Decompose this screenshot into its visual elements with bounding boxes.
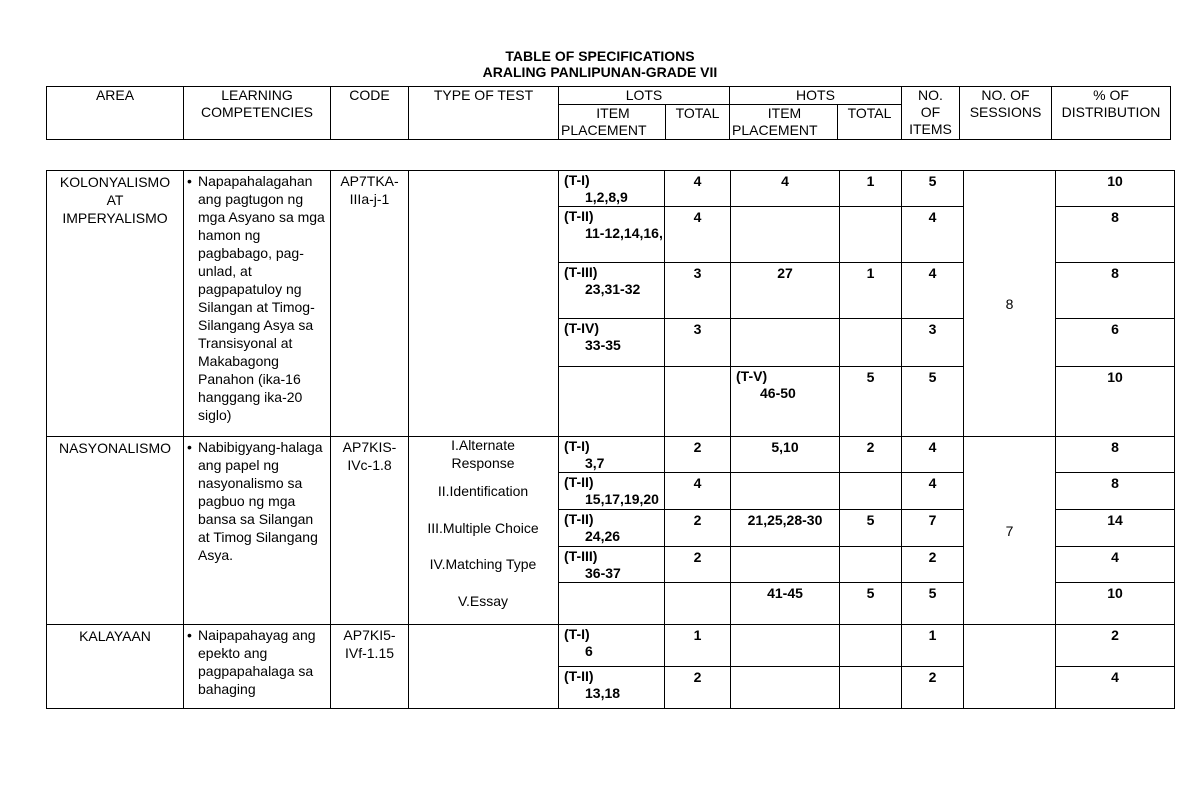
lots-test-label: (T-III) xyxy=(564,548,598,564)
percent-distribution: 8 xyxy=(1055,472,1175,510)
test-type: IV.Matching Type xyxy=(429,556,537,572)
lots-total xyxy=(664,366,731,437)
type-of-test-cell xyxy=(408,170,559,437)
lots-items: 13,18 xyxy=(585,685,621,701)
lots-item-placement xyxy=(558,666,665,709)
percent-distribution: 8 xyxy=(1055,206,1175,263)
header-area: AREA xyxy=(47,87,184,140)
header-lots: LOTS xyxy=(559,87,730,105)
no-of-items: 2 xyxy=(901,546,964,583)
document-title: TABLE OF SPECIFICATIONS xyxy=(505,48,695,64)
competency-text: Naipapahayag ang epekto ang pagpapahalaga sa bahaging xyxy=(198,627,316,697)
hots-item-placement xyxy=(730,366,840,437)
lots-item-placement xyxy=(558,582,665,625)
hots-item-placement: 4 xyxy=(730,170,840,207)
hots-item-placement: 5,10 xyxy=(730,436,840,473)
lots-items: 24,26 xyxy=(585,528,621,544)
lots-total: 4 xyxy=(664,170,731,207)
hots-item-placement xyxy=(730,546,840,583)
header-hots-total: TOTAL xyxy=(838,105,902,140)
percent-distribution: 6 xyxy=(1055,318,1175,367)
lots-items: 3,7 xyxy=(585,455,605,471)
no-of-items: 4 xyxy=(901,436,964,473)
area-name: KOLONYALISMO xyxy=(59,174,171,190)
hots-total xyxy=(839,546,902,583)
header-table xyxy=(46,86,1171,140)
no-of-items: 5 xyxy=(901,170,964,207)
hots-total: 5 xyxy=(839,366,902,437)
lots-items: 15,17,19,20 xyxy=(585,491,659,507)
lots-item-placement xyxy=(558,318,665,367)
hots-item-placement xyxy=(730,624,840,667)
lots-items: 1,2,8,9 xyxy=(585,189,628,205)
header-no-of-sessions: NO. OF SESSIONS xyxy=(960,87,1052,140)
no-of-items: 4 xyxy=(901,206,964,263)
hots-total xyxy=(839,318,902,367)
test-type: II.Identification xyxy=(437,483,529,499)
type-of-test-cell xyxy=(408,624,559,709)
hots-test-label: (T-V) xyxy=(736,368,768,384)
lots-items: 23,31-32 xyxy=(585,281,641,297)
no-of-items: 5 xyxy=(901,366,964,437)
hots-total: 5 xyxy=(839,582,902,625)
lots-total xyxy=(664,582,731,625)
hots-total xyxy=(839,472,902,510)
test-type: V.Essay xyxy=(457,592,509,609)
header-hots-item-placement: ITEM PLACEMENT xyxy=(730,105,838,140)
lots-item-placement xyxy=(558,170,665,207)
bullet-icon: • xyxy=(187,627,192,643)
percent-distribution: 2 xyxy=(1055,624,1175,667)
area-name: KALAYAAN xyxy=(79,628,151,644)
area-cell xyxy=(46,436,184,625)
lots-item-placement xyxy=(558,472,665,510)
lots-test-label: (T-I) xyxy=(564,172,590,188)
lots-items: 11-12,14,16, xyxy=(585,225,663,241)
lots-total: 2 xyxy=(664,509,731,547)
lots-total: 3 xyxy=(664,262,731,319)
lots-test-label: (T-I) xyxy=(564,438,590,454)
lots-item-placement xyxy=(558,546,665,583)
code-cell: AP7KI5-IVf-1.15 xyxy=(330,624,409,709)
hots-total xyxy=(839,666,902,709)
sessions-cell xyxy=(963,624,1056,709)
header-percent-distribution: % OF DISTRIBUTION xyxy=(1052,87,1171,140)
hots-item-placement xyxy=(730,318,840,367)
hots-item-placement xyxy=(730,666,840,709)
hots-items: 46-50 xyxy=(760,385,796,401)
lots-items: 33-35 xyxy=(585,337,621,353)
header-hots: HOTS xyxy=(730,87,902,105)
code-cell: AP7TKA-IIIa-j-1 xyxy=(330,170,409,437)
lots-item-placement xyxy=(558,262,665,319)
lots-test-label: (T-I) xyxy=(564,626,590,642)
bullet-icon: • xyxy=(187,173,192,189)
sessions-value: 8 xyxy=(1005,295,1014,312)
lots-total: 1 xyxy=(664,624,731,667)
lots-total: 4 xyxy=(664,206,731,263)
lots-test-label: (T-II) xyxy=(564,474,594,490)
competency-cell xyxy=(183,170,331,437)
hots-total xyxy=(839,624,902,667)
lots-item-placement xyxy=(558,436,665,473)
lots-item-placement xyxy=(558,509,665,547)
lots-total: 4 xyxy=(664,472,731,510)
percent-distribution: 4 xyxy=(1055,666,1175,709)
hots-total: 1 xyxy=(839,262,902,319)
area-cell xyxy=(46,170,184,437)
hots-item-placement: 41-45 xyxy=(730,582,840,625)
percent-distribution: 10 xyxy=(1055,366,1175,437)
percent-distribution: 8 xyxy=(1055,436,1175,473)
percent-distribution: 14 xyxy=(1055,509,1175,547)
header-no-of-items: NO. OF ITEMS xyxy=(902,87,960,140)
area-cell xyxy=(46,624,184,709)
header-lots-total: TOTAL xyxy=(666,105,730,140)
lots-item-placement xyxy=(558,366,665,437)
code-cell: AP7KIS-IVc-1.8 xyxy=(330,436,409,625)
hots-item-placement: 27 xyxy=(730,262,840,319)
lots-test-label: (T-II) xyxy=(564,208,594,224)
test-type: I.Alternate xyxy=(451,437,515,453)
competency-text: Nabibigyang-halaga ang papel ng nasyonalismo sa pagbuo ng mga bansa sa Silangan at Timog Silangang Asya. xyxy=(198,439,323,563)
sessions-cell xyxy=(963,436,1056,625)
percent-distribution: 10 xyxy=(1055,582,1175,625)
header-learning-competencies: LEARNING COMPETENCIES xyxy=(184,87,331,140)
lots-test-label: (T-III) xyxy=(564,264,598,280)
lots-total: 2 xyxy=(664,436,731,473)
no-of-items: 5 xyxy=(901,582,964,625)
percent-distribution: 4 xyxy=(1055,546,1175,583)
bullet-icon: • xyxy=(187,439,192,455)
lots-test-label: (T-II) xyxy=(564,511,594,527)
header-type-of-test: TYPE OF TEST xyxy=(409,87,559,140)
document-subtitle: ARALING PANLIPUNAN-GRADE VII xyxy=(482,64,718,80)
header-lots-item-placement: ITEM PLACEMENT xyxy=(559,105,666,140)
percent-distribution: 10 xyxy=(1055,170,1175,207)
no-of-items: 4 xyxy=(901,472,964,510)
competency-cell xyxy=(183,436,331,625)
test-type: III.Multiple Choice xyxy=(427,519,539,536)
no-of-items: 7 xyxy=(901,509,964,547)
area-name: NASYONALISMO xyxy=(58,440,172,456)
percent-distribution: 8 xyxy=(1055,262,1175,319)
area-name: AT xyxy=(106,192,124,208)
area-name: IMPERYALISMO xyxy=(62,210,168,226)
lots-total: 2 xyxy=(664,546,731,583)
competency-cell xyxy=(183,624,331,709)
hots-item-placement xyxy=(730,206,840,263)
lots-test-label: (T-II) xyxy=(564,668,594,684)
no-of-items: 3 xyxy=(901,318,964,367)
sessions-value: 7 xyxy=(1005,522,1014,539)
lots-item-placement xyxy=(558,624,665,667)
lots-total: 2 xyxy=(664,666,731,709)
lots-items: 6 xyxy=(585,643,593,659)
no-of-items: 4 xyxy=(901,262,964,319)
hots-total: 5 xyxy=(839,509,902,547)
lots-item-placement xyxy=(558,206,665,263)
lots-items: 36-37 xyxy=(585,565,621,581)
no-of-items: 2 xyxy=(901,666,964,709)
hots-total: 1 xyxy=(839,170,902,207)
hots-item-placement xyxy=(730,472,840,510)
hots-total xyxy=(839,206,902,263)
competency-text: Napapahalagahan ang pagtugon ng mga Asyano sa mga hamon ng pagbabago, pag-unlad, at pagpapatuloy ng Silangan at Timog-Silangang Asya sa Transisyonal at Makabagong Panahon (ika-16 hanggang ika-20 siglo) xyxy=(198,173,325,423)
hots-item-placement: 21,25,28-30 xyxy=(730,509,840,547)
type-of-test-list xyxy=(408,436,558,628)
no-of-items: 1 xyxy=(901,624,964,667)
hots-total: 2 xyxy=(839,436,902,473)
lots-test-label: (T-IV) xyxy=(564,320,599,336)
lots-total: 3 xyxy=(664,318,731,367)
header-code: CODE xyxy=(331,87,409,140)
sessions-cell xyxy=(963,170,1056,437)
test-type: Response xyxy=(451,455,515,471)
